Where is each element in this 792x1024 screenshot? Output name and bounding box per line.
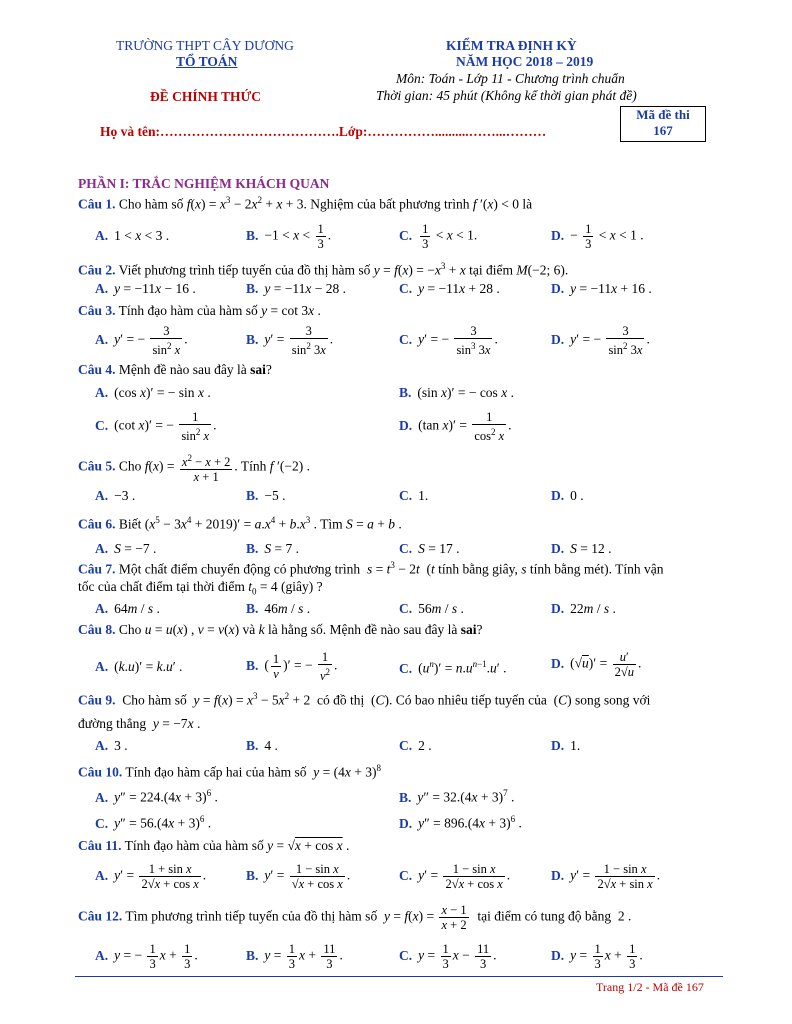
name-class-line: Họ và tên:………………………………….Lớp:……………..........……...………: [100, 124, 547, 139]
question-2: Câu 2. Viết phương trình tiếp tuyến của đồ thị hàm số $y = f(x) = -x^3 + x$ tại điểm M(−2; 6).: [78, 261, 569, 278]
q8-option-b[interactable]: B. ( $\frac{1}{v}$ )′ = − $\frac{1}{v^2}$ .: [246, 650, 338, 684]
exam-title: KIỂM TRA ĐỊNH KỲ: [446, 38, 577, 53]
q12-option-c[interactable]: C. y = $\frac{1}{3}$ x − $\frac{11}{3}$ .: [399, 942, 497, 971]
q2-option-a[interactable]: A. y = −11x − 16 .: [95, 281, 196, 296]
q3-option-c[interactable]: C. y′ = − $\frac{3}{\sin^3 3x}$ .: [399, 324, 498, 358]
question-8: Câu 8. Cho u = u(x) , v = v(x) và k là hằng số. Mệnh đề nào sau đây là sai?: [78, 622, 483, 637]
q2-option-d[interactable]: D. y = −11x + 16 .: [551, 281, 652, 296]
section-title: PHẦN I: TRẮC NGHIỆM KHÁCH QUAN: [78, 176, 330, 191]
q9-option-d[interactable]: D. 1.: [551, 738, 581, 753]
question-9-line1: Câu 9. Cho hàm số $y = f(x) = x^3 - 5x^2 + 2$ có đồ thị (C). Có bao nhiêu tiếp tuyến của (C) song song với: [78, 691, 651, 708]
q5-option-b[interactable]: B. −5 .: [246, 488, 286, 503]
q12-option-a[interactable]: A. y = − $\frac{1}{3}$ x + $\frac{1}{3}$ .: [95, 942, 198, 971]
question-9-line2: đường thẳng y = −7x .: [78, 716, 201, 731]
q2-option-b[interactable]: B. y = −11x − 28 .: [246, 281, 346, 296]
q9-option-c[interactable]: C. 2 .: [399, 738, 432, 753]
q9-option-b[interactable]: B. 4 .: [246, 738, 278, 753]
q11-option-b[interactable]: B. y′ = $\frac{\text{1 − sin x}}{\text{√x + cos x}}$ .: [246, 862, 351, 891]
school-year: NĂM HỌC 2018 – 2019: [456, 54, 594, 69]
footer-divider: [75, 976, 723, 977]
q8-option-d[interactable]: D. (√u)′ = $\frac{u'}{2√u}$ .: [551, 650, 642, 679]
q10-option-c[interactable]: C. $y'' = 56.(4x + 3)^6$ .: [95, 814, 212, 831]
q2-option-c[interactable]: C. y = −11x + 28 .: [399, 281, 500, 296]
q11-option-c[interactable]: C. y′ = $\frac{\text{1 − sin x}}{\text{2√x + cos x}}$ .: [399, 862, 511, 891]
q3-option-a[interactable]: A. y′ = − $\frac{3}{\sin^2 x}$ .: [95, 324, 188, 358]
q3-option-d[interactable]: D. y′ = − $\frac{3}{\sin^2 3x}$ .: [551, 324, 650, 358]
q10-option-b[interactable]: B. $y'' = 32.(4x + 3)^7$ .: [399, 788, 515, 805]
question-6: Câu 6. Biết $(x^5 - 3x^4 + 2019)' = a.x^4 + b.x^3$ . Tìm S = a + b .: [78, 515, 402, 532]
q4-option-d[interactable]: D. (tan x)′ = $\frac{1}{\cos^2 x}$ .: [399, 410, 512, 444]
q8-option-a[interactable]: A. (k.u)′ = k.u′ .: [95, 659, 183, 674]
q12-option-d[interactable]: D. y = $\frac{1}{3}$ x + $\frac{1}{3}$ .: [551, 942, 643, 971]
subject-line: Môn: Toán - Lớp 11 - Chương trình chuẩn: [396, 71, 625, 86]
exam-code-box: [620, 106, 706, 142]
q11-option-a[interactable]: A. y′ = $\frac{\text{1 + sin x}}{\text{2√x + cos x}}$ .: [95, 862, 207, 891]
q7-option-d[interactable]: D. 22m / s .: [551, 601, 616, 616]
exam-code-label: Mã đề thi: [636, 107, 690, 122]
q7-option-b[interactable]: B. 46m / s .: [246, 601, 311, 616]
q3-option-b[interactable]: B. y′ = $\frac{3}{\sin^2 3x}$ .: [246, 324, 334, 358]
q9-option-a[interactable]: A. 3 .: [95, 738, 128, 753]
q6-option-d[interactable]: D. S = 12 .: [551, 541, 612, 556]
question-5: Câu 5. Cho f(x) = $\frac{x^2 - x + 2}{x + 1}$ . Tính f ′(−2) .: [78, 453, 310, 485]
question-1: Câu 1. Cho hàm số $f(x) = x^3 - 2x^2 + x + 3$. Nghiệm của bất phương trình f ′(x) < 0 là: [78, 195, 533, 212]
q5-option-c[interactable]: C. 1.: [399, 488, 429, 503]
question-7-line2: tốc của chất điểm tại thời điểm $t_0 = 4$ (giây) ?: [78, 579, 323, 597]
q1-option-d[interactable]: D. − $\frac{1}{3}$ < x < 1 .: [551, 222, 644, 251]
q4-option-c[interactable]: C. (cot x)′ = − $\frac{1}{\sin^2 x}$ .: [95, 410, 217, 444]
q6-option-b[interactable]: B. S = 7 .: [246, 541, 300, 556]
school-name: TRƯỜNG THPT CÂY DƯƠNG: [116, 38, 294, 53]
time-line: Thời gian: 45 phút (Không kể thời gian phát đề): [376, 88, 637, 103]
q5-option-a[interactable]: A. −3 .: [95, 488, 136, 503]
q12-option-b[interactable]: B. y = $\frac{1}{3}$ x + $\frac{11}{3}$ .: [246, 942, 343, 971]
question-11: Câu 11. Tính đạo hàm của hàm số y = √x + cos x .: [78, 838, 350, 853]
question-12: Câu 12. Tìm phương trình tiếp tuyến của đồ thị hàm số y = f(x) = $\frac{x - 1}{x + 2}$ tại điểm có tung độ bằng 2 .: [78, 903, 632, 932]
q7-option-c[interactable]: C. 56m / s .: [399, 601, 464, 616]
exam-code-value: 167: [653, 123, 673, 138]
question-3: Câu 3. Tính đạo hàm của hàm số y = cot 3x .: [78, 303, 321, 318]
question-4: Câu 4. Mệnh đề nào sau đây là sai?: [78, 362, 272, 377]
q6-option-a[interactable]: A. S = −7 .: [95, 541, 157, 556]
q6-option-c[interactable]: C. S = 17 .: [399, 541, 460, 556]
q7-option-a[interactable]: A. 64m / s .: [95, 601, 160, 616]
q4-option-a[interactable]: A. (cos x)′ = − sin x .: [95, 385, 211, 400]
q10-option-a[interactable]: A. $y'' = 224.(4x + 3)^6$ .: [95, 788, 218, 805]
question-10: Câu 10. Tính đạo hàm cấp hai của hàm số $y = (4x + 3)^8$: [78, 763, 381, 780]
q11-option-d[interactable]: D. y′ = $\frac{\text{1 − sin x}}{\text{2√x + sin x}}$ .: [551, 862, 661, 891]
question-7-line1: Câu 7. Một chất điểm chuyển động có phương trình $s = t^3 - 2t$ (t tính bằng giây, s tính bằng mét). Tính vận: [78, 560, 664, 577]
q8-option-c[interactable]: C. $(u^n)' = n.u^{n-1}.u'$ .: [399, 659, 507, 676]
q4-option-b[interactable]: B. (sin x)′ = − cos x .: [399, 385, 514, 400]
q1-option-a[interactable]: A. 1 < x < 3 .: [95, 228, 170, 243]
q5-option-d[interactable]: D. 0 .: [551, 488, 584, 503]
department: TỔ TOÁN: [176, 54, 238, 69]
q1-option-b[interactable]: B. −1 < x < $\frac{1}{3}$ .: [246, 222, 332, 251]
official-label: ĐỀ CHÍNH THỨC: [150, 89, 262, 104]
page-footer: Trang 1/2 - Mã đề 167: [596, 980, 704, 994]
q10-option-d[interactable]: D. $y'' = 896.(4x + 3)^6$ .: [399, 814, 522, 831]
q1-option-c[interactable]: C. $\frac{1}{3}$ < x < 1.: [399, 222, 478, 251]
